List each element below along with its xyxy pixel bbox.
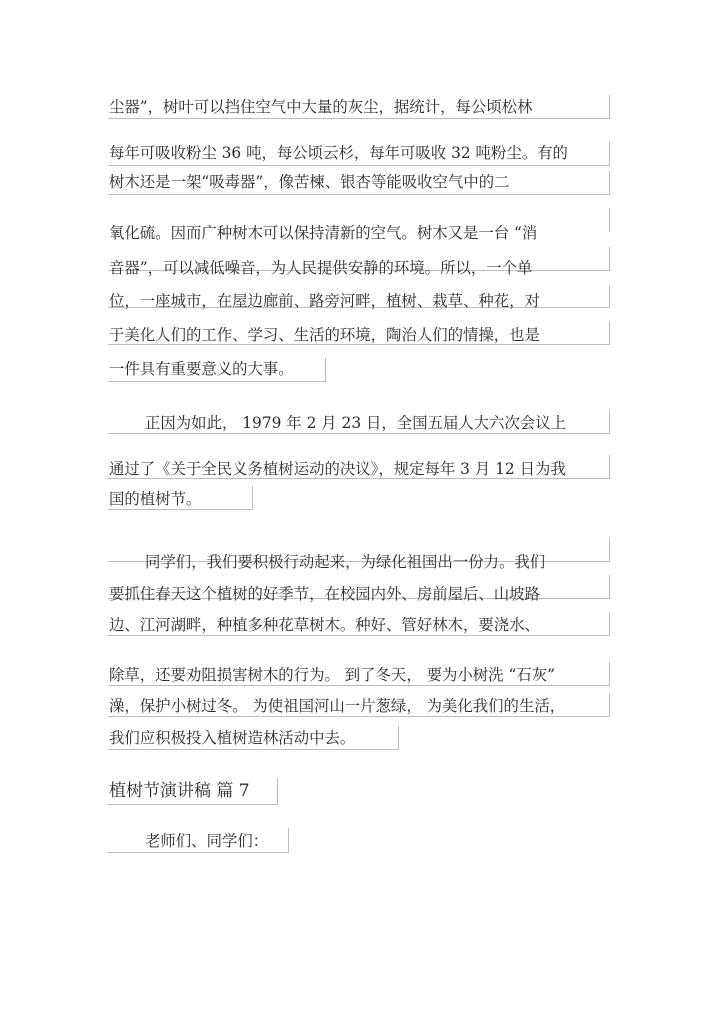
text-line: 边、江河湖畔，种植多种花草树木。种好、管好林木，要浇水、 [109,616,540,634]
text-line: 国的植树节。 [109,490,202,508]
text-line: 尘器”，树叶可以挡住空气中大量的灰尘，据统计，每公顷松林 [109,98,533,116]
text-line: 树木还是一架“吸毒器”，像苦楝、银杏等能吸收空气中的二 [109,173,510,191]
line-frame-tick [609,208,610,232]
text-line: 音器”，可以减低噪音，为人民提供安静的环境。所以，一个单 [109,259,533,277]
text-line: 于美化人们的工作、学习、生活的环境，陶治人们的情操，也是 [109,326,540,344]
section-heading: 植树节演讲稿 篇 7 [109,781,250,801]
text-line: 氧化硫。因而广种树木可以保持清新的空气。树木又是一台 “消 [109,224,538,242]
text-line: 要抓住春天这个植树的好季节，在校园内外、房前屋后、山坡路 [109,585,540,603]
text-line: 通过了《关于全民义务植树运动的决议》，规定每年 3 月 12 日为我 [109,460,566,478]
text-line: 一件具有重要意义的大事。 [109,360,294,378]
text-line: 正因为如此， 1979 年 2 月 23 日，全国五届人大六次会议上 [145,414,567,432]
salutation: 老师们、同学们： [145,832,269,850]
text-line: 澡，保护小树过冬。 为使祖国河山一片葱绿， 为美化我们的生活， [109,697,566,715]
text-line: 我们应积极投入植树造林活动中去。 [109,729,356,747]
text-line: 位，一座城市，在屋边廊前、路旁河畔，植树、栽草、种花，对 [109,292,540,310]
text-line: 每年可吸收粉尘 36 吨，每公顷云杉，每年可吸收 32 吨粉尘。有的 [109,144,568,162]
text-line: 除草，还要劝阻损害树木的行为。 到了冬天， 要为小树洗 “石灰” [109,666,555,684]
text-line: 同学们，我们要积极行动起来，为绿化祖国出一份力。我们 [145,553,546,571]
